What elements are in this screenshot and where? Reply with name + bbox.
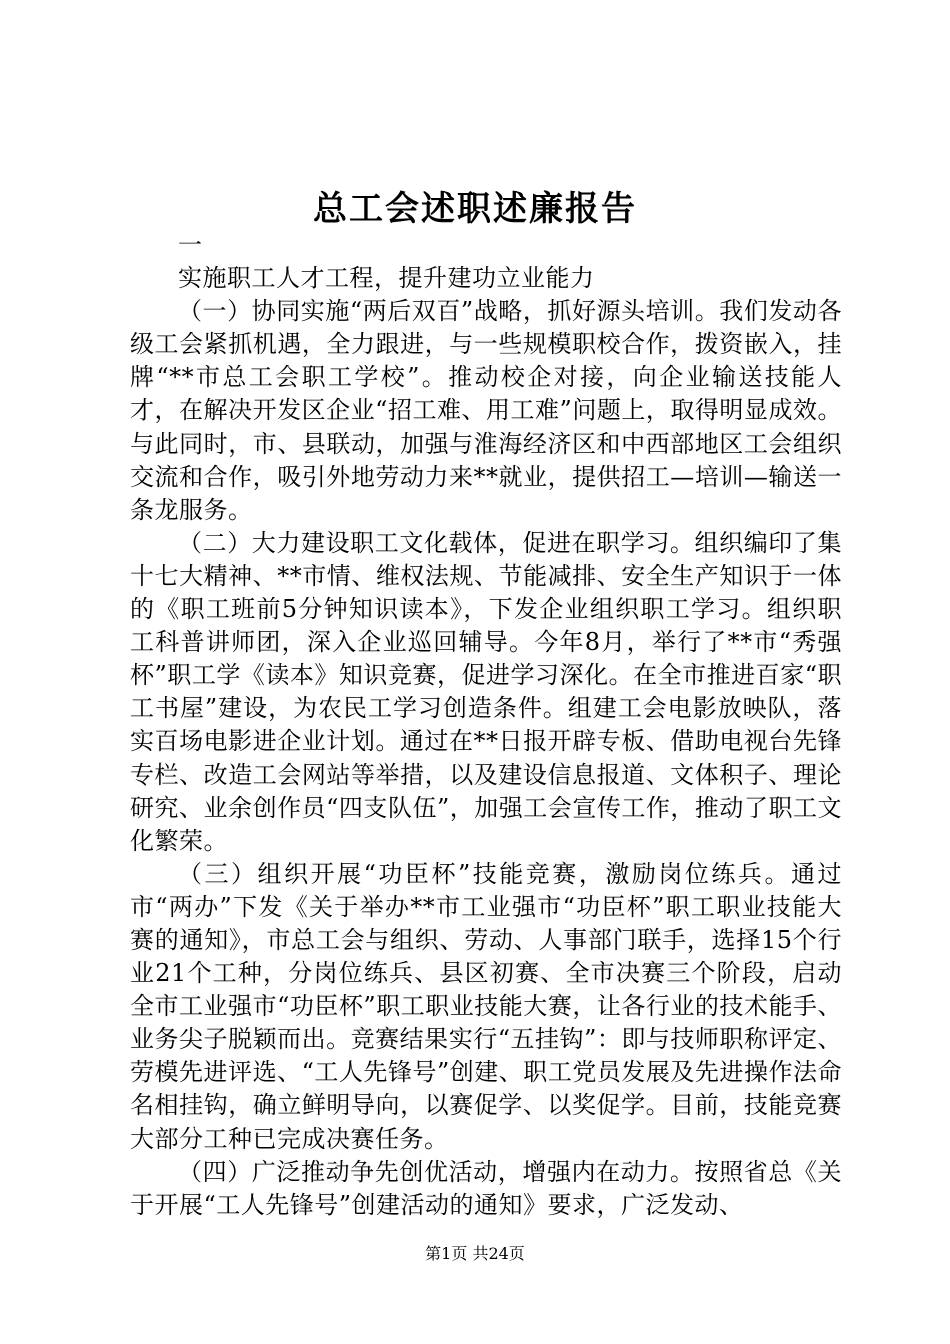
section-heading: 实施职工人才工程，提升建功立业能力: [178, 264, 595, 293]
section-number: 一: [178, 231, 203, 259]
paragraph: （四）广泛推动争先创优活动，增强内在动力。按照省总《关于开展“工人先锋号”创建活动的通知》要求，广泛发动、: [130, 1157, 842, 1219]
document-body: [130, 229, 842, 1222]
paragraph: （一）协同实施“两后双百”战略，抓好源头培训。我们发动各级工会紧抓机遇，全力跟进，与一些规模职校合作，拨资嵌入，挂牌“**市总工会职工学校”。推动校企对接，向企业输送技能人才，在解决开发区企业“招工难、用工难”问题上，取得明显成效。与此同时，市、县联动，加强与淮海经济区和中西部地区工会组织交流和合作，吸引外地劳动力来**就业，提供招工—培训—输送一条龙服务。: [130, 297, 842, 524]
paragraph: （二）大力建设职工文化载体，促进在职学习。组织编印了集十七大精神、**市情、维权法规、节能减排、安全生产知识于一体的《职工班前5分钟知识读本》，下发企业组织职工学习。组织职工科普讲师团，深入企业巡回辅导。今年8月，举行了**市“秀强杯”职工学《读本》知识竞赛，促进学习深化。在全市推进百家“职工书屋”建设，为农民工学习创造条件。组建工会电影放映队，落实百场电影进企业计划。通过在**日报开辟专板、借助电视台先锋专栏、改造工会网站等举措，以及建设信息报道、文体积子、理论研究、业余创作员“四支队伍”，加强工会宣传工作，推动了职工文化繁荣。: [130, 528, 842, 855]
document-title: 总工会述职述廉报告: [313, 189, 637, 229]
page-footer: 第1页 共24页: [425, 1244, 525, 1263]
paragraph: （三）组织开展“功臣杯”技能竞赛，激励岗位练兵。通过市“两办”下发《关于举办**市工业强市“功臣杯”职工职业技能大赛的通知》，市总工会与组织、劳动、人事部门联手，选择15个行业21个工种，分岗位练兵、县区初赛、全市决赛三个阶段，启动全市工业强市“功臣杯”职工职业技能大赛，让各行业的技术能手、业务尖子脱颖而出。竞赛结果实行“五挂钩”：即与技师职称评定、劳模先进评选、“工人先锋号”创建、职工党员发展及先进操作法命名相挂钩，确立鲜明导向，以赛促学、以奖促学。目前，技能竞赛大部分工种已完成决赛任务。: [130, 859, 842, 1153]
